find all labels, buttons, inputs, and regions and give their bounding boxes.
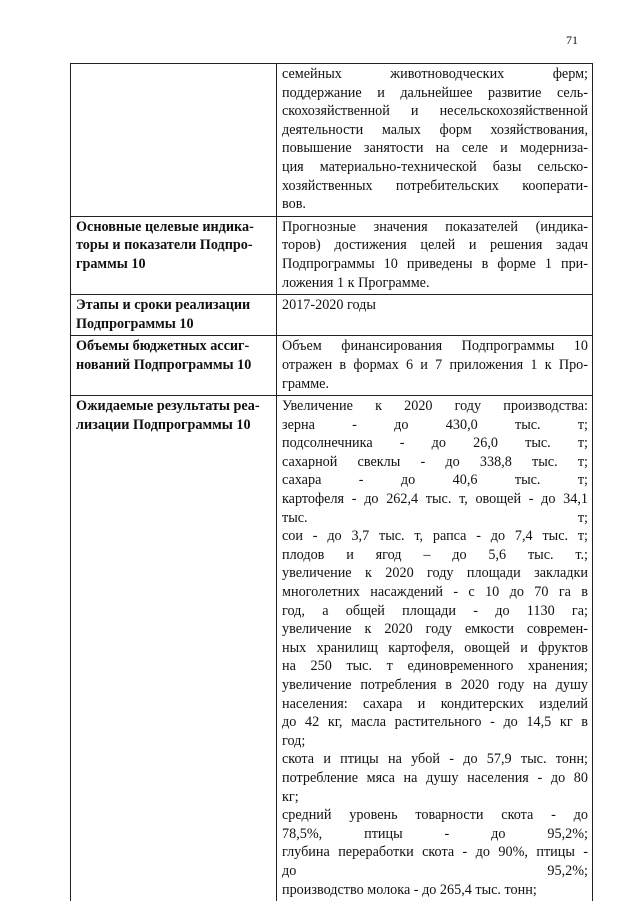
row-value (277, 216, 593, 294)
value-line: зерна - до 430,0 тыс. т; (282, 416, 588, 433)
value-line: семейных животноводческих ферм; (282, 66, 588, 82)
value-line: тыс. т; (282, 509, 588, 526)
value-line: Подпрограммы 10 приведены в форме 1 при- (282, 255, 588, 272)
value-line: до 42 кг, масла растительного - до 14,5 кг в (282, 714, 588, 731)
value-line: год; (282, 732, 306, 749)
value-line: ложения 1 к Программе. (282, 274, 430, 291)
value-line: повышение занятости на селе и модерниза- (282, 140, 588, 157)
value-line: населения: сахара и кондитерских изделий (282, 695, 588, 712)
row-label: Ожидаемые результаты реа-лизации Подпрограммы 10 (71, 396, 277, 902)
page-number: 71 (566, 33, 578, 47)
value-line: деятельности малых форм хозяйствования, (282, 121, 588, 138)
value-line: подсолнечника - до 26,0 тыс. т; (282, 435, 588, 452)
value-line: торов) достижения целей и решения задач (282, 237, 588, 254)
value-line: потребление мяса на душу населения - до 80 (282, 769, 588, 786)
value-line: Объем финансирования Подпрограммы 10 (282, 338, 588, 355)
table-row (71, 396, 593, 902)
value-line: сахара - до 40,6 тыс. т; (282, 472, 588, 489)
value-line: сахарной свеклы - до 338,8 тыс. т; (282, 453, 588, 470)
value-line: скохозяйственной и несельскохозяйственной (282, 103, 588, 120)
table-row (71, 336, 593, 396)
value-line: увеличение к 2020 году емкости современ- (282, 621, 588, 638)
value-line: картофеля - до 262,4 тыс. т, овощей - до 34,1 (282, 491, 588, 508)
value-line: кг; (282, 788, 299, 805)
value-line: на 250 тыс. т единовременного хранения; (282, 658, 588, 675)
row-value (277, 396, 593, 902)
value-line: грамме. (282, 375, 330, 392)
value-line: многолетних насаждений - с 10 до 70 га в (282, 584, 588, 601)
value-line: плодов и ягод – до 5,6 тыс. т.; (282, 546, 588, 563)
row-label: Этапы и сроки реализации Подпрограммы 10 (71, 295, 277, 336)
row-value (277, 336, 593, 396)
value-line: Прогнозные значения показателей (индика- (282, 218, 588, 235)
value-line: ных хранилищ картофеля, овощей и фруктов (282, 639, 588, 656)
value-line: глубина переработки скота - до 90%, птицы - (282, 844, 588, 861)
value-line: ция материально-технической базы сельско- (282, 158, 588, 175)
value-line: средний уровень товарности скота - до (282, 807, 588, 824)
table-row (71, 64, 593, 217)
value-line: вов. (282, 196, 306, 213)
table-row (71, 295, 593, 336)
value-line: сои - до 3,7 тыс. т, рапса - до 7,4 тыс. т; (282, 528, 588, 545)
value-line: 78,5%, птицы - до 95,2%; (282, 825, 588, 842)
row-label (71, 64, 277, 217)
value-line: увеличение потребления в 2020 году на душу (282, 677, 588, 693)
value-line: поддержание и дальнейшее развитие сель- (282, 84, 588, 101)
value-line: отражен в формах 6 и 7 приложения 1 к Про- (282, 356, 588, 373)
value-line: увеличение к 2020 году площади закладки (282, 565, 588, 582)
value-line: хозяйственных потребительских кооперати- (282, 177, 588, 194)
value-line: 2017-2020 годы (282, 297, 376, 314)
value-line: Увеличение к 2020 году производства: (282, 398, 588, 415)
value-line: до 95,2%; (282, 862, 588, 879)
row-value (277, 295, 593, 336)
row-value (277, 64, 593, 217)
table-row (71, 216, 593, 294)
value-line: год, а общей площади - до 1130 га; (282, 602, 588, 619)
value-line: скота и птицы на убой - до 57,9 тыс. тонн; (282, 751, 588, 768)
subprogram-table (70, 63, 593, 901)
row-label: Основные целевые индика-торы и показатели Подпро-граммы 10 (71, 216, 277, 294)
row-label: Объемы бюджетных ассиг-нований Подпрограммы 10 (71, 336, 277, 396)
value-line: производство молока - до 265,4 тыс. тонн; (282, 881, 537, 898)
